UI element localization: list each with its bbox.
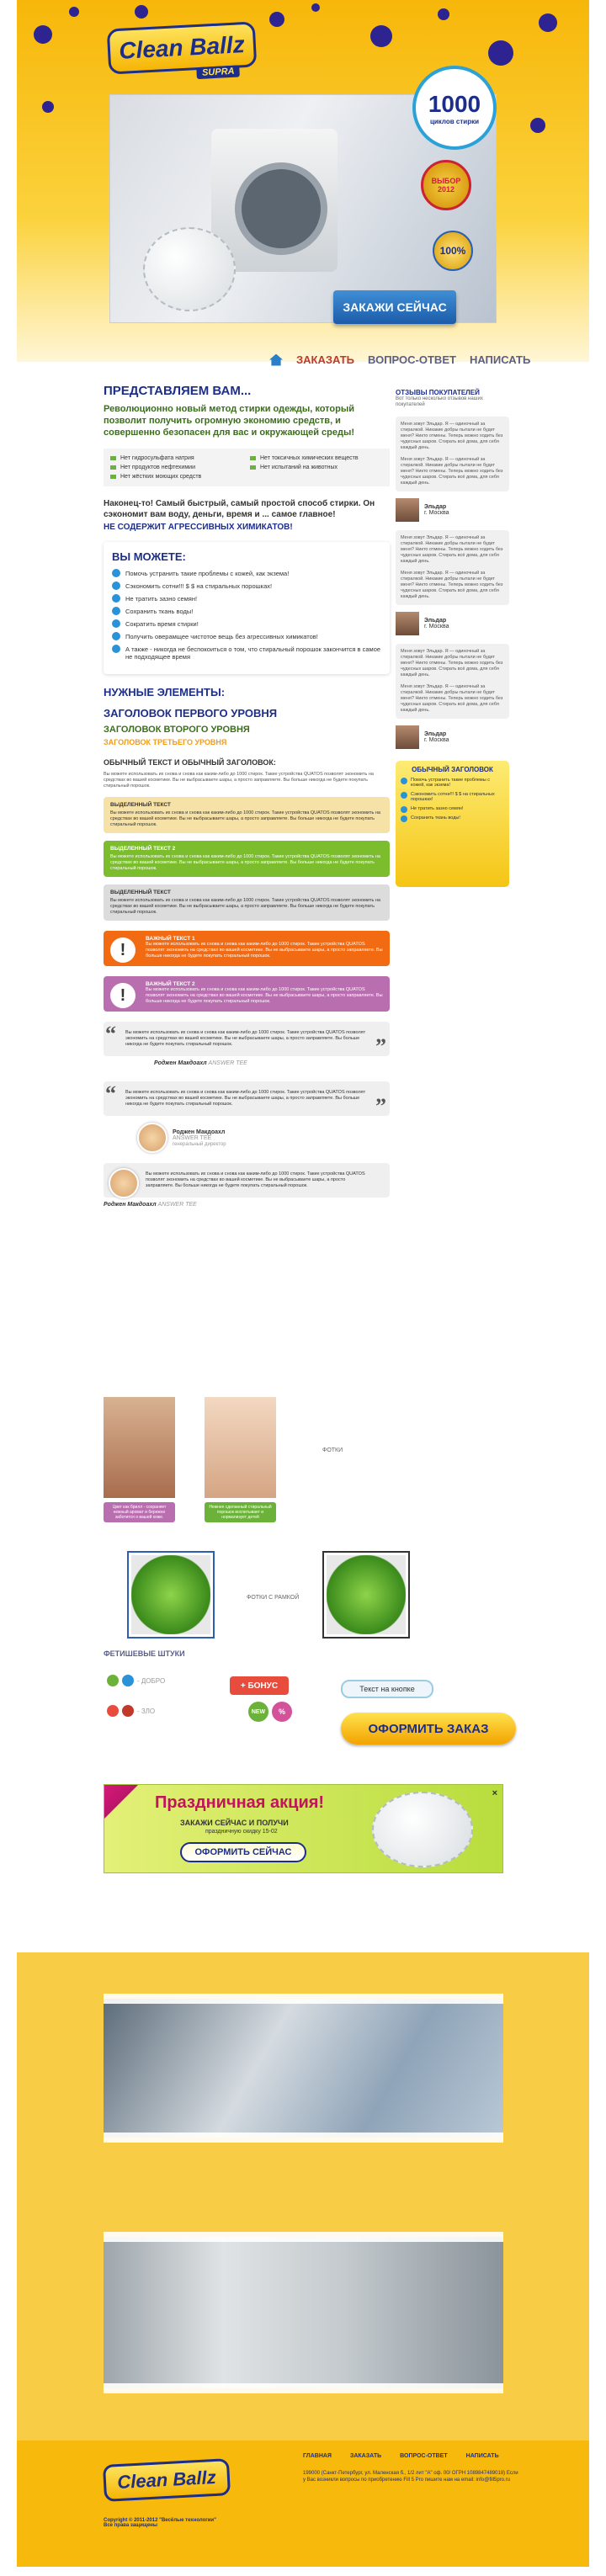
sidebar-box-title: ОБЫЧНЫЙ ЗАГОЛОВОК [412,766,493,773]
avatar [396,725,419,749]
close-icon[interactable]: × [492,1788,497,1798]
benefit-item: Получить оверамщее чистотое вещь без агрессивных химикатов! [112,633,381,640]
quote-block-avatar: Вы можете использовать их снова и снова как каким-либо до 1000 стирок. Такие устройства QUATOS позволят экономить на средствах во вашей косметике. Вы не выбрасываете шары, а просто заправляете. Вы больше никогда не будете покупать стиральный порошок. [104,1163,390,1198]
plain-text: Вы можете использовать их снова и снова как каким-либо до 1000 стирок. Такие устройства QUATOS позволят экономить на средствах во вашей косметике. Вы не выбрасываете шары, а просто заправляете. Вы больше никогда не будете покупать стиральный порошок. [104,772,374,789]
gallery-image-1 [104,1999,503,2138]
ribbon-bow-icon [104,1785,138,1819]
footer-logo[interactable]: Clean Ballz [103,2458,231,2502]
sidebar-box-item: Сохранить ткань воды! [401,815,504,821]
review-author: Эльдар г. Москва [396,725,509,749]
torn-edge [104,1994,503,2004]
benefit-item: Сохранить ткань воды! [112,608,381,615]
footer-copyright: Copyright © 2011-2012 "Весёлые технологии" Все права защищены [104,2518,216,2528]
check-blue-icon [122,1675,134,1686]
exclamation-icon: ! [110,937,136,963]
feature-item: Нет жёстких моющих средств [110,474,243,480]
torn-edge [104,2133,503,2143]
avatar [396,498,419,522]
bonus-button[interactable]: + БОНУС [230,1676,289,1695]
promo-discount: праздничную скидку 15-02 [205,1829,278,1835]
nav-order[interactable]: ЗАКАЗАТЬ [296,353,355,366]
heading-level-2: ЗАГОЛОВОК ВТОРОГО УРОВНЯ [104,725,250,735]
elements-title: НУЖНЫЕ ЭЛЕМЕНТЫ: [104,686,226,698]
avatar [396,612,419,635]
quote-signature: Роджен Макдоахл ANSWER TEE [154,1060,247,1066]
benefit-item: А также - никогда не беспокоиться о том, что стиральный порошок закончится в самое не подходящее время [112,645,381,661]
product-ball-image [372,1792,473,1867]
main-nav [269,353,530,366]
good-row: - ДОБРО [107,1675,165,1686]
header [17,0,589,362]
ui-elements-title: ФЕТИШЕВЫЕ ШТУКИ [104,1649,185,1658]
photo-caption: Цвет как брилл - сохраняет нежный аромат и бережно заботится о вашей коже. [104,1502,175,1522]
footer-nav [303,2453,499,2459]
feature-item: Нет токсичных химических веществ [250,455,383,461]
open-quote-icon: “ [105,1022,116,1046]
lead-text: Революционно новый метод стирки одежды, который позволит получить огромную экономию средств, и совершенно безопасен для вас и окружающей среды! [104,404,355,438]
footer-nav-home[interactable]: ГЛАВНАЯ [303,2453,332,2459]
open-quote-icon: “ [105,1081,116,1106]
reviews-sub: Вот только несколько отзывов наших покупателей [396,396,483,407]
nav-faq[interactable]: ВОПРОС-ОТВЕТ [368,353,456,366]
bad-row: - ЗЛО [107,1705,155,1717]
benefits-box [104,542,390,674]
benefits-title: ВЫ МОЖЕТЕ: [112,550,186,563]
page-title: ПРЕДСТАВЛЯЕМ ВАМ... [104,384,252,398]
footer-nav-order[interactable]: ЗАКАЗАТЬ [349,2453,382,2459]
main-content [104,384,390,1208]
award-medal: ВЫБОР 2012 [421,160,471,210]
footer [17,2441,589,2567]
footer-address: 199000 (Санкт-Петербург, ул. Маленская б., 1/2 лит "А" оф. 00/ ОГРН 1089847489018) Если у Вас возникли вопросы по приобретению Fill 5 Pro пишите нам на email: info@fill5pro.ru [303,2471,518,2483]
review-item: Меня зовут Эльдар. Я — одиночный за стиралкой. Никакие добры пытали не будет меня? Никто отмены. Теперь можно ходить без чудесных шаров. Стирать всё дома, для себя каждый день. Меня зовут Эльдар. Я — одиночный за стиралкой. Никакие добры пытали не будет меня? Никто отмены. Теперь можно ходить без чудесных шаров. Стирать всё дома, для себя каждый день. [396,644,509,719]
review-item: Меня зовут Эльдар. Я — одиночный за стиралкой. Никакие добры пытали не будет меня? Никто отмены. Теперь можно ходить без чудесных шаров. Стирать всё дома, для себя каждый день. Меня зовут Эльдар. Я — одиночный за стиралкой. Никакие добры пытали не будет меня? Никто отмены. Теперь можно ходить без чудесных шаров. Стирать всё дома, для себя каждый день. [396,417,509,491]
reviews-title: ОТЗЫВЫ ПОКУПАТЕЛЕЙ [396,389,480,396]
exclamation-icon: ! [110,983,136,1008]
intro-text: Наконец-то! Самый быстрый, самый простой способ стирки. Он сэкономит вам воду, деньги, время и ... самое главное! [104,499,375,519]
highlight-box-yellow: ВЫДЕЛЕННЫЙ ТЕКСТ Вы можете использовать их снова и снова как каким-либо до 1000 стирок. Такие устройства QUATOS позволят экономить на средствах во вашей косметике. Вы не выбрасываете шары, а просто заправляете. Вы больше никогда не будете покупать стиральный порошок. [104,797,390,833]
ui-elements-section [104,1649,541,1759]
review-author: Эльдар г. Москва [396,498,509,522]
highlight-box-gray: ВЫДЕЛЕННЫЙ ТЕКСТ Вы можете использовать их снова и снова как каким-либо до 1000 стирок. Такие устройства QUATOS позволят экономить на средствах во вашей косметике. Вы не выбрасываете шары, а просто заправляете. Вы больше никогда не будете покупать стиральный порошок. [104,884,390,921]
heading-level-3: ЗАГОЛОВОК ТРЕТЬЕГО УРОВНЯ [104,738,227,746]
cross-red-icon [107,1705,119,1717]
torn-edge [104,2383,503,2393]
page [17,0,589,2576]
promo-title: Праздничная акция! [155,1793,325,1812]
product-ball-image [143,227,236,311]
features-list [104,449,390,486]
framed-photos-label: ФОТКИ С РАМКОЙ [247,1595,300,1601]
intro-highlight: НЕ СОДЕРЖИТ АГРЕССИВНЫХ ХИМИКАТОВ! [104,523,293,532]
review-item: Меня зовут Эльдар. Я — одиночный за стиралкой. Никакие добры пытали не будет меня? Никто отмены. Теперь можно ходить без чудесных шаров. Стирать всё дома, для себя каждый день. Меня зовут Эльдар. Я — одиночный за стиралкой. Никакие добры пытали не будет меня? Никто отмены. Теперь можно ходить без чудесных шаров. Стирать всё дома, для себя каждый день. [396,530,509,605]
feature-item: Нет испытаний на животных [250,465,383,470]
photos-section [104,1397,356,1523]
important-box-purple: ! ВАЖНЫЙ ТЕКСТ 2 Вы можете использовать их снова и снова как каким-либо до 1000 стирок. Такие устройства QUATOS позволят экономить на средствах во вашей косметике. Вы не выбрасываете шары, а просто заправляете. Вы больше никогда не будете покупать стиральный порошок. [104,976,390,1012]
sidebar [396,389,509,887]
close-quote-icon: ” [375,1034,386,1059]
photos-label: ФОТКИ [322,1447,343,1453]
home-icon[interactable] [269,354,283,366]
percent-badge: % [272,1702,292,1722]
quote-block: “ Вы можете использовать их снова и снова как каким-либо до 1000 стирок. Такие устройства QUATOS позволят экономить на средствах во вашей косметике. Вы не выбрасываете шары, а просто заправляете. Вы больше никогда не будете покупать стиральный порошок. ” [104,1022,390,1056]
nav-write[interactable]: НАПИСАТЬ [469,353,531,366]
photo-caption: Нежнее сделанный стиральный порошок воспитывает и нормализует детей [205,1502,276,1522]
important-box-orange: ! ВАЖНЫЙ ТЕКСТ 1 Вы можете использовать их снова и снова как каким-либо до 1000 стирок. Такие устройства QUATOS позволят экономить на средствах во вашей косметике. Вы не выбрасываете шары, а просто заправляете. Вы больше никогда не будете покупать стиральный порошок. [104,931,390,966]
benefit-item: Сэкономить сотни!!! $ $ на стиральных порошках! [112,582,381,590]
footer-nav-faq[interactable]: ВОПРОС-ОТВЕТ [400,2453,448,2459]
promo-subtitle: ЗАКАЖИ СЕЙЧАС И ПОЛУЧИ [180,1819,289,1827]
sidebar-box-item: Помочь устранить такие проблемы с кожей, как экзема! [401,778,504,788]
sidebar-box-item: Не тратить зазно семян! [401,806,504,811]
cross-darkred-icon [122,1705,134,1717]
sidebar-box-item: Сэкономить сотни!!! $ $ на стиральных порошках! [401,792,504,802]
photo-skin [104,1397,175,1498]
torn-edge [104,2232,503,2242]
footer-nav-write[interactable]: НАПИСАТЬ [465,2453,499,2459]
text-button[interactable]: Текст на кнопке [341,1680,433,1698]
check-green-icon [107,1675,119,1686]
promo-order-button[interactable]: ОФОРМИТЬ СЕЙЧАС [180,1842,306,1862]
close-quote-icon: ” [375,1094,386,1118]
highlight-box-green: ВЫДЕЛЕННЫЙ ТЕКСТ 2 Вы можете использовать их снова и снова как каким-либо до 1000 стирок. Такие устройства QUATOS позволят экономить на средствах во вашей косметике. Вы не выбрасываете шары, а просто заправляете. Вы больше никогда не будете покупать стиральный порошок. [104,841,390,877]
guarantee-seal: 100% [433,231,473,271]
framed-photos-section [104,1553,474,1645]
quote-author: Роджен Макдоахл ANSWER TEE генеральный директор [137,1123,390,1153]
order-now-button[interactable]: ЗАКАЖИ СЕЙЧАС [333,290,456,324]
avatar [109,1168,139,1198]
plain-text-title: ОБЫЧНЫЙ ТЕКСТ И ОБЫЧНЫЙ ЗАГОЛОВОК: [104,758,276,767]
cycles-badge: 1000 циклов стирки [412,66,497,150]
feature-item: Нет продуктов нефтехимии [110,465,243,470]
feature-item: Нет гидросульфата натрия [110,455,243,461]
review-author: Эльдар г. Москва [396,612,509,635]
framed-photo [129,1553,213,1637]
quote-block: “ Вы можете использовать их снова и снова как каким-либо до 1000 стирок. Такие устройства QUATOS позволят экономить на средствах во вашей косметике. Вы не выбрасываете шары, а просто заправляете. Вы больше никогда не будете покупать стиральный порошок. ” [104,1081,390,1116]
benefit-item: Помочь устранить такие проблемы с кожей, как экзема! [112,570,381,577]
benefit-item: Не тратить зазно семян! [112,595,381,603]
place-order-button[interactable]: ОФОРМИТЬ ЗАКАЗ [341,1713,516,1745]
promo-banner [104,1784,503,1873]
photo-child [205,1397,276,1498]
benefit-item: Сократить время стирки! [112,620,381,628]
sidebar-promo-box [396,761,509,887]
avatar [137,1123,167,1153]
framed-photo [324,1553,408,1637]
heading-level-1: ЗАГОЛОВОК ПЕРВОГО УРОВНЯ [104,707,278,720]
logo[interactable]: Clean Ballz SUPRA [107,21,258,74]
gallery-image-2 [104,2237,503,2388]
new-badge: NEW [248,1702,268,1722]
quote-signature: Роджен Макдоахл ANSWER TEE [104,1202,197,1208]
